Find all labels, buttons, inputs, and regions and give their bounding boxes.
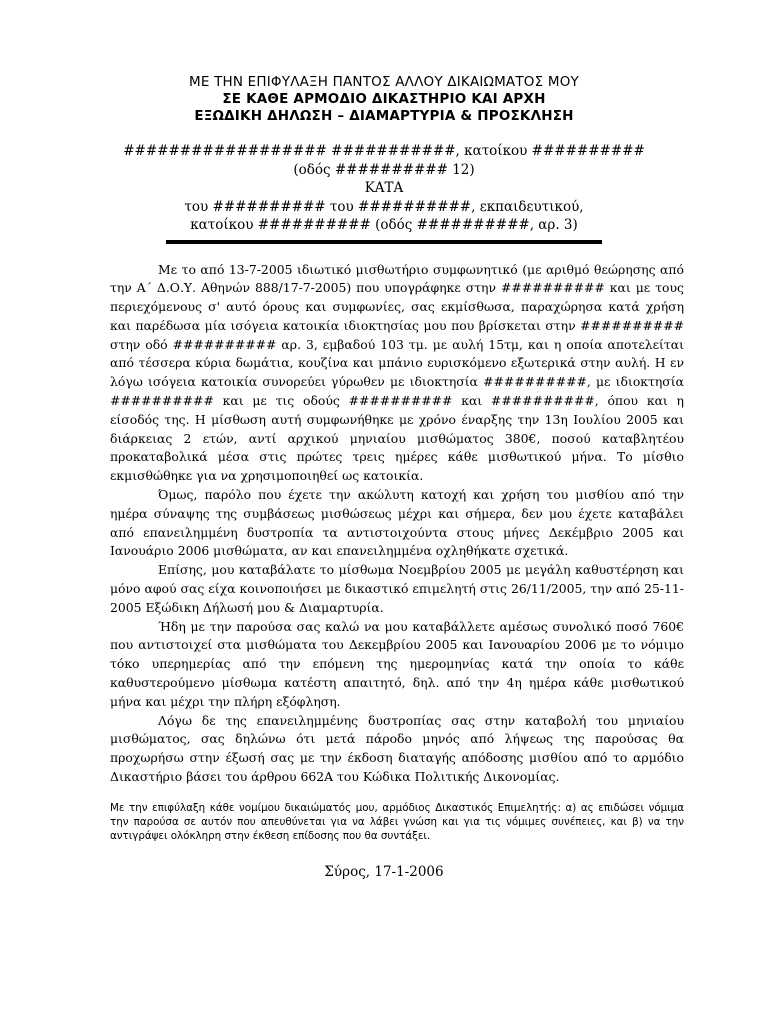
bailiff-instruction-note: Με την επιφύλαξη κάθε νομίμου δικαιώματός μου, αρμόδιος Δικαστικός Επιμελητής: α) ας επιδώσει νόμιμα την παρούσα σε αυτόν που απευθύνεται για να λάβει γνώση και για τις νόμιμες συνέπειες, και β) να την αντιγράψει ολόκληρη στην έκθεση επίδοσης που θα συντάξει. [110,801,684,843]
respondent-address: κατοίκου ########## (οδός ##########, αρ. 3) [190,217,578,233]
header-reservation-line: ΜΕ ΤΗΝ ΕΠΙΦΥΛΑΞΗ ΠΑΝΤΟΣ ΑΛΛΟΥ ΔΙΚΑΙΩΜΑΤΟΣ ΜΟΥ [189,74,579,90]
respondent-line: του ########## του ##########, εκπαιδευτικού, [184,198,584,215]
body-paragraph: Λόγω δε της επανειλημμένης δυστροπίας σας στην καταβολή του μηνιαίου μισθώματος, σας δηλώνω ότι μετά πάροδο μηνός από λήψεως της παρούσας θα προχωρήσω στην έξωσή σας με την έκδοση διαταγής απόδοσης μισθίου από το αρμόδιο Δικαστήριο βάσει του άρθρου 662Α του Κώδικα Πολιτικής Δικονομίας. [110,712,684,785]
body-paragraph: Επίσης, μου καταβάλατε το μίσθωμα Νοεμβρίου 2005 με μεγάλη καθυστέρηση και μόνο αφού σας είχα κοινοποιήσει με δικαστικό επιμελητή στις 26/11/2005, την από 25-11-2005 Εξώδικη Δήλωσή μου & Διαμαρτυρία. [110,562,684,615]
separator-rule [166,240,602,244]
claimant-line: ################## ###########, κατοίκου ########## [123,143,645,159]
header-court-line: ΣΕ ΚΑΘΕ ΑΡΜΟΔΙΟ ΔΙΚΑΣΤΗΡΙΟ ΚΑΙ ΑΡΧΗ [222,91,546,107]
document-body [110,261,684,787]
body-paragraph: Με το από 13-7-2005 ιδιωτικό μισθωτήριο συμφωνητικό (με αριθμό θεώρησης από την Α΄ Δ.Ο.Υ. Αθηνών 888/17-7-2005) που υπογράφηκε στην ########## και με τους περιεχόμενους σ' αυτό όρους και συμφωνίες, σας εκμίσθωσα, παραχώρησα κατά χρήση και παρέδωσα μία ισόγεια κατοικία ιδιοκτησίας μου που βρίσκεται στην ########## στην οδό ########## αρ. 3, εμβαδού 103 τμ. με αυλή 15τμ, και η οποία αποτελείται από τέσσερα κύρια δωμάτια, κουζίνα και μπάνιο ευρισκόμενο εξωτερικά στην αυλή. Η εν λόγω ισόγεια κατοικία συνορεύει γύρωθεν με ιδιοκτησία ##########, με ιδιοκτησία ########## και με τις οδούς ########## και ##########, όπου και η είσοδός της. Η μίσθωση αυτή συμφωνήθηκε με χρόνο έναρξης την 13η Ιουλίου 2005 και διάρκειας 2 ετών, αντί αρχικού μηνιαίου μισθώματος 380€, ποσού καταβλητέου προκαταβολικά μέσα στις πρώτες τρεις ημέρες κάθε μισθωτικού μήνα. Το μίσθιο εκμισθώθηκε για να χρησιμοποιηθεί ως κατοικία. [110,261,684,484]
place-and-date: Σύρος, 17-1-2006 [324,864,444,881]
body-paragraph: Όμως, παρόλο που έχετε την ακώλυτη κατοχή και χρήση του μισθίου από την ημέρα σύναψης της συμβάσεως μισθώσεως μέχρι και σήμερα, δεν μου έχετε καταβάλει από επανειλημμένη δυστροπία τα αντιστοιχούντα στους μήνες Δεκέμβριο 2005 και Ιανουάριο 2006 μισθώματα, αν και επανειλημμένα οχληθήκατε σχετικά. [110,487,684,559]
body-paragraph: Ήδη με την παρούσα σας καλώ να μου καταβάλλετε αμέσως συνολικό ποσό 760€ που αντιστοιχεί στα μισθώματα του Δεκεμβρίου 2005 και Ιανουαρίου 2006 με το νόμιμο τόκο υπερημερίας από την επόμενη της ημερομηνίας κατά την οποία το κάθε καθυστερούμενο μίσθωμα κατέστη απαιτητό, δηλ. από την 4η ημέρα κάθε μισθωτικού μήνα και μέχρι την πλήρη εξόφληση. [110,618,684,709]
against-label: ΚΑΤΑ [364,180,404,196]
parties-block [0,142,768,235]
claimant-address: (οδός ########## 12) [293,161,475,178]
document-title: ΕΞΩΔΙΚΗ ΔΗΛΩΣΗ – ΔΙΑΜΑΡΤΥΡΙΑ & ΠΡΟΣΚΛΗΣΗ [194,108,574,124]
